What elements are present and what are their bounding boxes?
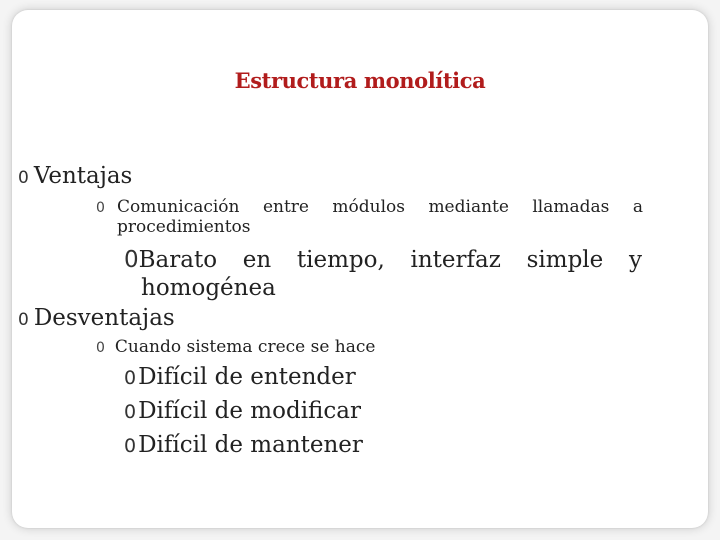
slide-title: Estructura monolítica [234,68,486,93]
ventajas-item-line1: Comunicación entre módulos mediante llamadas a [117,197,643,217]
bullet-marker-l2-ventajas: 0 [96,200,105,216]
ventajas-item [117,197,643,237]
ventajas-item-line2: procedimientos [117,217,251,237]
bullet-marker: 0 [18,310,29,330]
desventajas-subitem-1: 0Difícil de entender [124,364,356,390]
bullet-marker: 0 [96,340,105,356]
bullet-marker: 0 [18,168,29,188]
bullet-ventajas [18,163,132,189]
desventajas-item: 0 Cuando sistema crece se hace [96,337,376,357]
bullet-marker: 0 [124,401,137,423]
heading-desventajas: Desventajas [33,305,175,331]
ventajas-subitem-line1: 0Barato en tiempo, interfaz simple y [124,247,642,273]
bullet-marker: 0 [124,367,137,389]
bullet-desventajas [18,305,175,331]
bullet-marker: 0 [124,435,137,457]
heading-ventajas: Ventajas [33,163,133,189]
bullet-marker: 0 [124,247,139,273]
desventajas-subitem-2: 0Difícil de modificar [124,398,361,424]
ventajas-subitem-line2: homogénea [141,275,276,301]
desventajas-subitem-3: 0Difícil de mantener [124,432,363,458]
ventajas-subitem [124,246,642,302]
